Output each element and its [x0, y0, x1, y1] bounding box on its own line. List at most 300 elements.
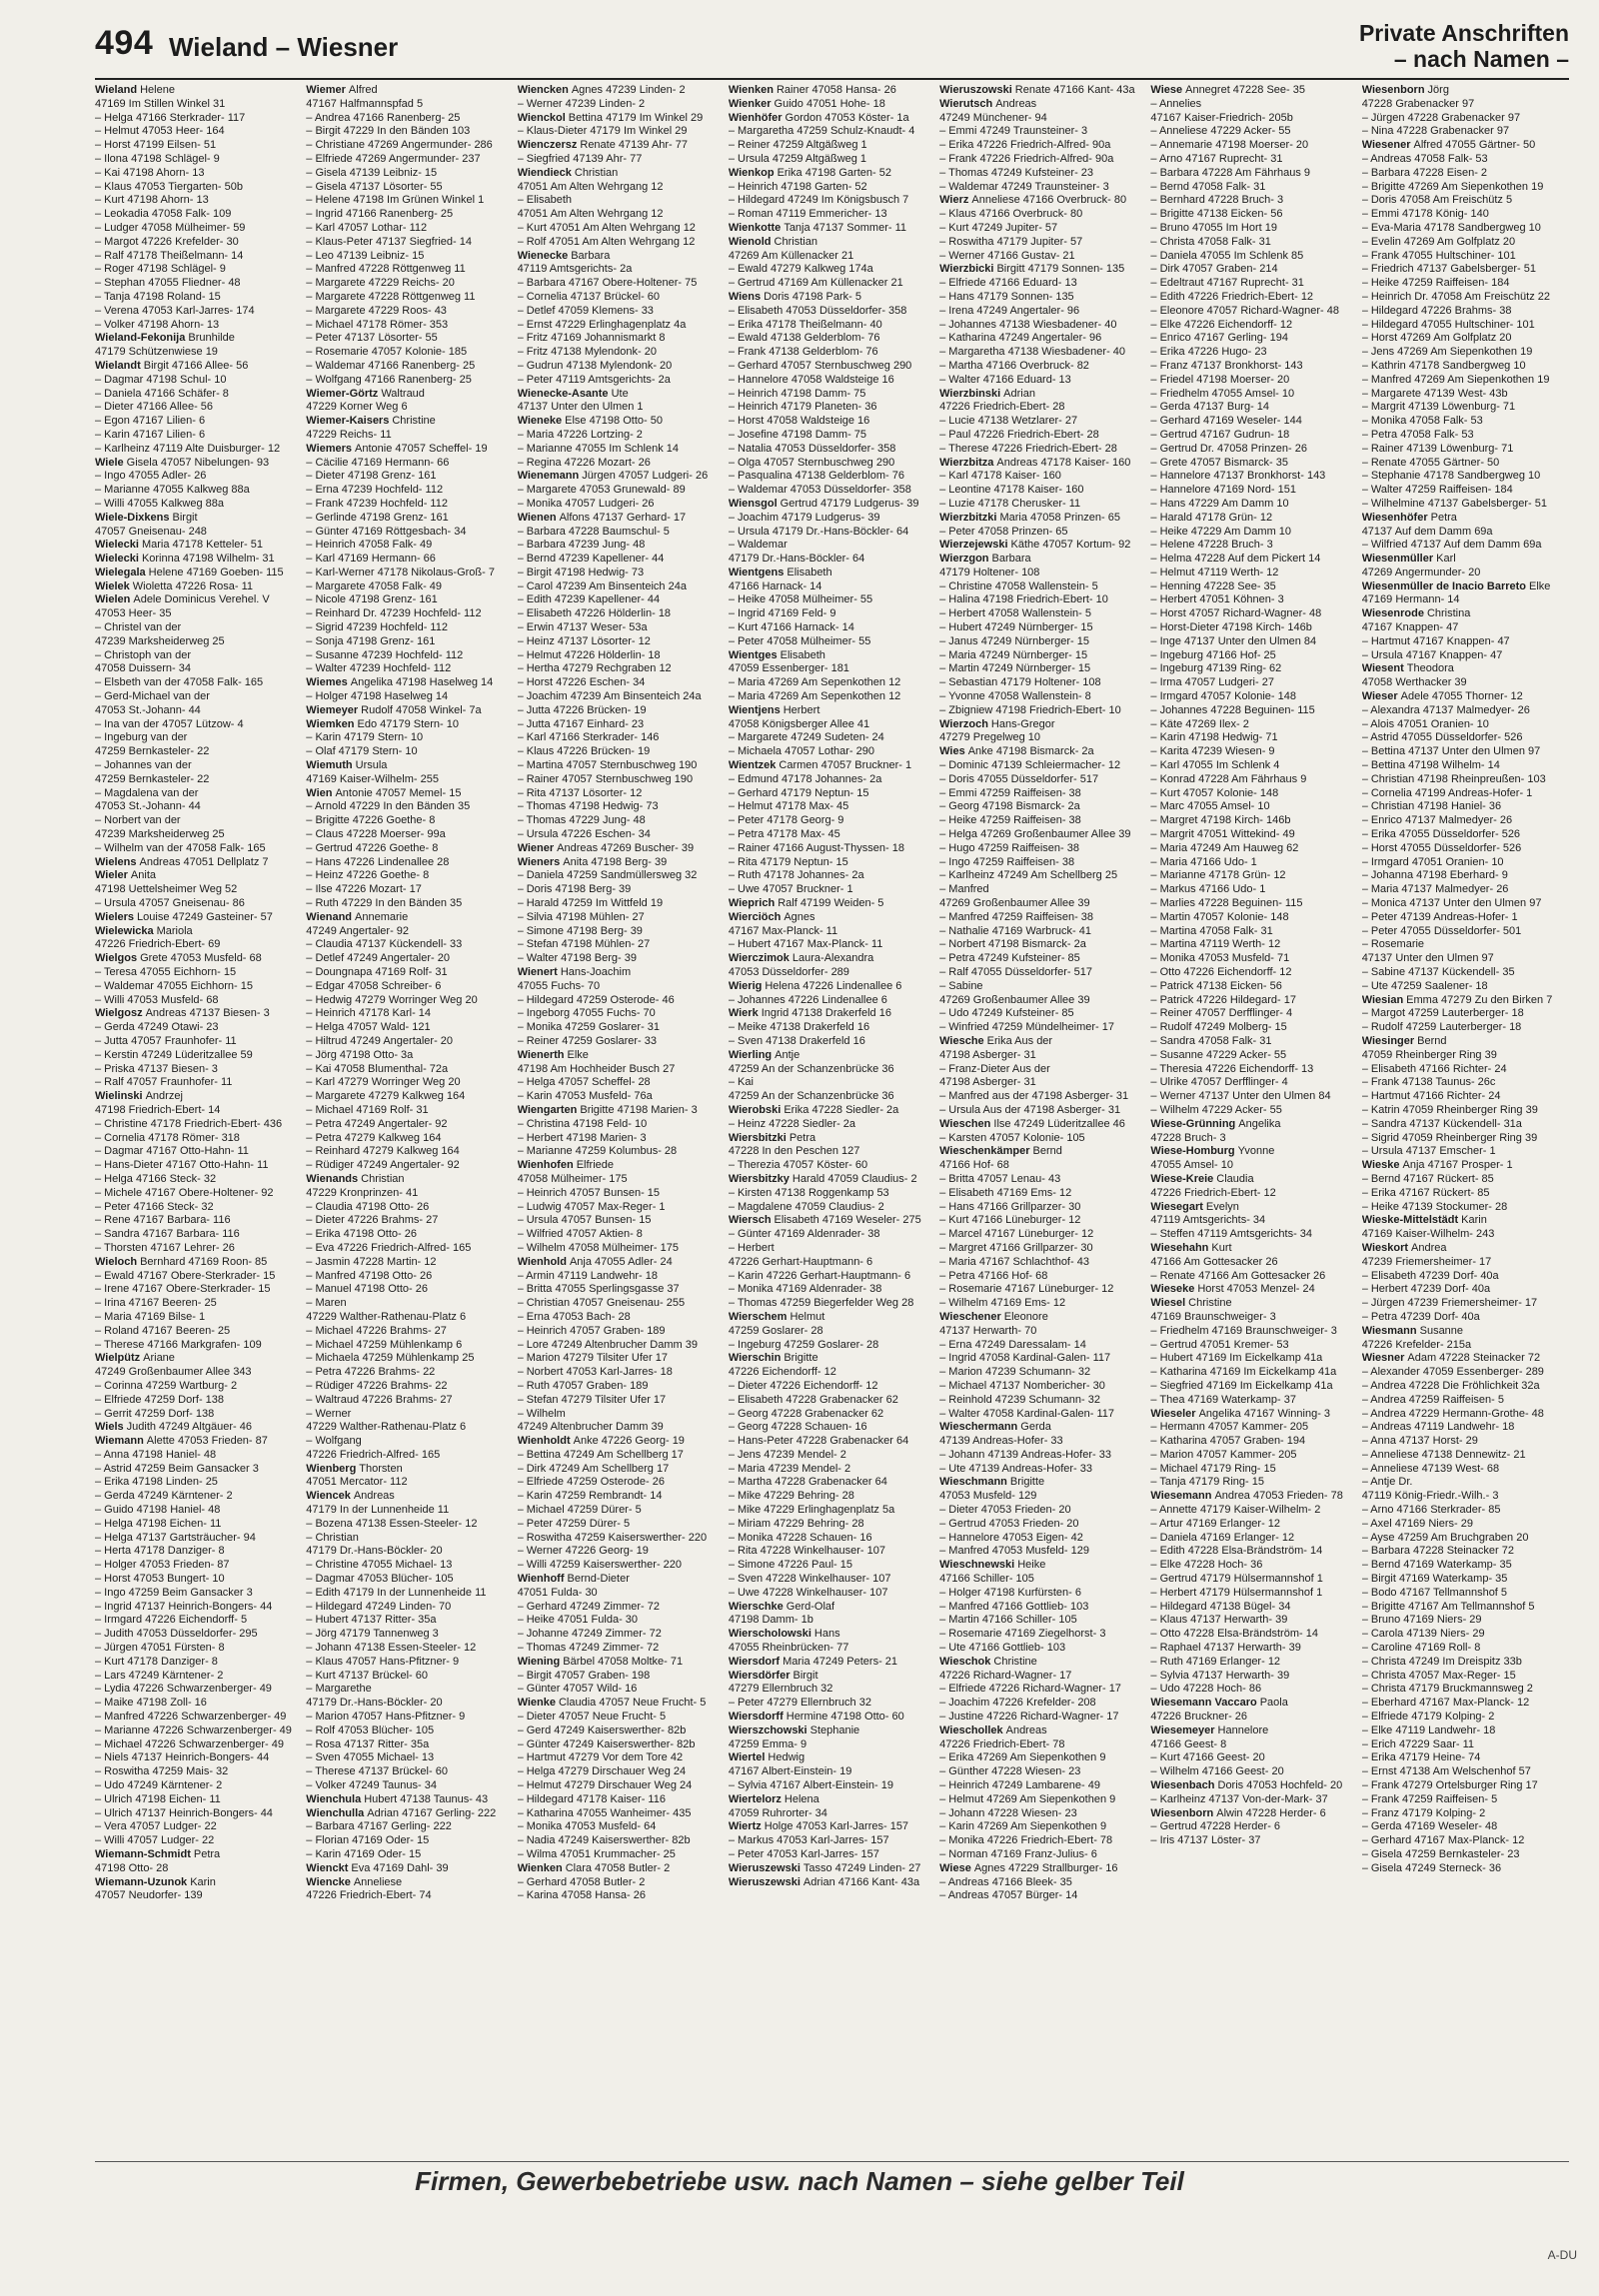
entry-details: – Andrea 47259 Raiffeisen- 5	[1361, 1393, 1504, 1406]
entry-details: Birgit	[172, 511, 198, 524]
entry-details: Anja 47055 Adler- 24	[569, 1255, 673, 1268]
directory-entry	[306, 112, 513, 126]
directory-entry	[518, 897, 725, 911]
directory-entry	[518, 263, 725, 277]
directory-entry	[95, 1325, 302, 1339]
entry-details: – Detlef 47249 Angertaler- 20	[306, 952, 450, 965]
entry-details: – Hans 47226 Lindenallee 28	[306, 855, 450, 868]
entry-details: – Sven 47228 Winkelhauser- 107	[728, 1573, 891, 1586]
entry-details: – Eva 47226 Friedrich-Alfred- 165	[306, 1241, 472, 1254]
directory-entry	[306, 1683, 513, 1697]
entry-details: Karin	[1461, 1214, 1487, 1227]
directory-entry	[939, 1738, 1146, 1752]
entry-details: – Elfriede 47259 Dorf- 138	[95, 1393, 225, 1406]
directory-entry	[939, 470, 1146, 484]
entry-details: – Erika 47226 Friedrich-Alfred- 90a	[939, 139, 1111, 152]
entry-details: – Marianne 47055 Kalkweg 88a	[95, 484, 250, 497]
entry-details: – Gisela 47259 Bernkasteler- 23	[1361, 1848, 1520, 1860]
entry-details: – Helga 47166 Steck- 32	[95, 1172, 217, 1185]
entry-details: – Arnold 47229 In den Bänden 35	[306, 800, 471, 813]
directory-entry	[518, 236, 725, 250]
entry-details: – Halina 47198 Friedrich-Ebert- 10	[939, 593, 1108, 606]
directory-entry	[95, 952, 302, 966]
directory-entry	[95, 897, 302, 911]
directory-entry	[939, 1035, 1146, 1049]
directory-entry	[729, 1214, 935, 1228]
directory-entry	[1150, 925, 1357, 939]
entry-details: 47055 Amsel- 10	[1150, 1159, 1233, 1172]
directory-entry	[306, 869, 513, 883]
entry-details: – Otto 47226 Eichendorff- 12	[1150, 966, 1292, 978]
directory-entry	[1150, 1449, 1357, 1463]
directory-entry	[729, 1573, 935, 1587]
directory-entry	[729, 1670, 935, 1684]
entry-details: – Christian 47057 Gneisenau- 255	[517, 1297, 686, 1310]
entry-details: – Walter 47198 Berg- 39	[517, 952, 637, 965]
entry-details: 47228 In den Peschen 127	[728, 1145, 860, 1158]
directory-entry	[1362, 484, 1569, 498]
directory-entry	[939, 1793, 1146, 1807]
entry-details: – Herbert 47179 Hülsermannshof 1	[1150, 1586, 1323, 1599]
entry-details: – Manfred 47269 Am Siepenkothen 19	[1361, 373, 1550, 386]
directory-entry	[306, 1118, 513, 1132]
entry-details: – Hubert 47249 Nürnberger- 15	[939, 621, 1093, 634]
entry-details: – Margarete 47229 Roos- 43	[306, 304, 447, 317]
directory-entry	[306, 759, 513, 773]
directory-entry	[729, 1793, 935, 1807]
entry-details: – Hugo 47259 Raiffeisen- 38	[939, 841, 1079, 854]
directory-entry	[95, 1049, 302, 1063]
entry-details: Ilse 47249 Lüderitzallee 46	[993, 1117, 1125, 1130]
directory-entry	[1362, 470, 1569, 484]
entry-details: – Wilhelm	[517, 1407, 566, 1420]
entry-details: – Peter 47166 Steck- 32	[95, 1200, 214, 1213]
directory-entry	[729, 401, 935, 415]
entry-details: Doris 47053 Hochfeld- 20	[1217, 1779, 1343, 1792]
entry-surname: Wielgosz	[95, 1007, 143, 1020]
entry-details: – Sabine	[939, 979, 983, 992]
entry-details: – Helga 47137 Gartsträucher- 94	[95, 1531, 256, 1544]
directory-entry	[518, 869, 725, 883]
entry-details: – Hartmut 47166 Richter- 24	[1361, 1090, 1501, 1103]
directory-entry	[306, 966, 513, 980]
entry-details: Christina	[1426, 607, 1471, 620]
directory-entry	[518, 277, 725, 291]
entry-details: – Maria 47269 Am Sepenkothen 12	[728, 690, 901, 703]
entry-details: – Sylvia 47137 Herwarth- 39	[1150, 1669, 1290, 1682]
entry-details: – Walter 47058 Kardinal-Galen- 117	[939, 1407, 1115, 1420]
directory-entry	[939, 1421, 1146, 1435]
directory-entry	[1362, 1545, 1569, 1559]
directory-entry	[306, 567, 513, 580]
directory-entry	[306, 84, 513, 98]
entry-details: – Ute 47259 Saalener- 18	[1361, 979, 1488, 992]
entry-details: – Margret 47166 Grillparzer- 30	[939, 1241, 1093, 1254]
entry-details: – Karlheinz 47137 Von-der-Mark- 37	[1150, 1792, 1328, 1805]
directory-entry	[1362, 346, 1569, 360]
directory-entry	[1150, 194, 1357, 208]
directory-entry	[306, 181, 513, 195]
directory-entry	[95, 1352, 302, 1366]
directory-entry	[95, 1421, 302, 1435]
entry-details: – Margaretha 47138 Wiesbadener- 40	[939, 346, 1126, 359]
directory-entry	[95, 1876, 302, 1890]
entry-surname: Wiese	[1150, 84, 1183, 96]
directory-entry	[729, 263, 935, 277]
entry-details: Judith 47249 Altgäuer- 46	[126, 1421, 253, 1434]
entry-details: – Stephanie 47178 Sandbergweg 10	[1361, 470, 1541, 483]
entry-details: – Christine 47058 Wallenstein- 5	[939, 579, 1098, 592]
directory-entry	[1150, 828, 1357, 842]
entry-details: Gordon 47053 Köster- 1a	[785, 111, 909, 124]
entry-details: – Thomas 47229 Jung- 48	[517, 814, 646, 827]
entry-details: – Dagmar 47053 Blücher- 105	[306, 1573, 454, 1586]
directory-entry	[95, 167, 302, 181]
directory-entry	[939, 814, 1146, 828]
entry-details: 47226 Richard-Wagner- 17	[939, 1669, 1072, 1682]
entry-details: 47119 König-Friedr.-Wilh.- 3	[1361, 1490, 1499, 1503]
entry-details: – Stefan 47198 Mühlen- 27	[517, 938, 651, 951]
entry-details: 47055 Rheinbrücken- 77	[728, 1642, 849, 1655]
directory-entry	[1362, 662, 1569, 676]
directory-entry	[1150, 539, 1357, 553]
entry-details: – Hedwig 47279 Worringer Weg 20	[306, 993, 478, 1006]
directory-entry	[518, 1449, 725, 1463]
entry-details: 47226 Eichendorff- 12	[728, 1366, 836, 1379]
directory-entry	[95, 553, 302, 567]
directory-entry	[1362, 1063, 1569, 1077]
directory-entry	[939, 1848, 1146, 1862]
entry-details: – Dieter 47198 Grenz- 161	[306, 470, 437, 483]
directory-entry	[1362, 1394, 1569, 1408]
entry-details: – Hubert 47169 Im Eickelkamp 41a	[1150, 1352, 1323, 1365]
entry-details: – Johannes van der	[95, 759, 192, 772]
directory-entry	[95, 1118, 302, 1132]
directory-entry	[939, 1573, 1146, 1587]
directory-entry	[518, 745, 725, 759]
directory-entry	[1362, 250, 1569, 264]
entry-details: – Lars 47249 Kärntener- 2	[95, 1669, 224, 1682]
directory-entry	[729, 828, 935, 842]
footer-note: Firmen, Gewerbebetriebe usw. nach Namen – siehe gelber Teil	[415, 2166, 1184, 2196]
entry-details: – Heinz 47228 Siedler- 2a	[728, 1117, 856, 1130]
entry-details: – Andreas 47058 Falk- 53	[1361, 152, 1488, 165]
directory-entry	[729, 1394, 935, 1408]
directory-entry	[1362, 1738, 1569, 1752]
entry-details: – Heinrich 47179 Planeten- 36	[728, 401, 877, 414]
entry-details: – Thomas 47198 Hedwig- 73	[517, 800, 659, 813]
entry-surname: Wienkop	[728, 166, 775, 179]
directory-entry	[729, 222, 935, 236]
entry-details: – Martha 47166 Overbruck- 82	[939, 359, 1089, 372]
directory-entry	[729, 1104, 935, 1118]
directory-entry	[518, 1421, 725, 1435]
directory-entry	[729, 814, 935, 828]
directory-entry	[1150, 332, 1357, 346]
entry-details: – Horst 47226 Eschen- 34	[517, 676, 646, 689]
directory-entry	[939, 112, 1146, 126]
entry-details: – Walter 47259 Raiffeisen- 184	[1361, 484, 1513, 497]
directory-entry	[518, 1049, 725, 1063]
entry-details: – Verena 47053 Karl-Jarres- 174	[95, 304, 255, 317]
entry-surname: Wieschmann	[939, 1476, 1007, 1489]
directory-entry	[518, 1270, 725, 1284]
directory-entry	[306, 236, 513, 250]
entry-surname: Wienckol	[517, 111, 566, 124]
entry-details: – Alexander 47059 Essenberger- 289	[1361, 1366, 1544, 1379]
entry-details: – Heike 47259 Raiffeisen- 38	[939, 814, 1081, 827]
entry-details: – Brigitte 47226 Goethe- 8	[306, 814, 436, 827]
entry-details: 47119 Amtsgerichts- 2a	[517, 263, 633, 276]
directory-entry	[518, 222, 725, 236]
entry-details: 47167 Max-Planck- 11	[728, 924, 838, 937]
entry-details: Anita	[130, 869, 156, 882]
directory-entry	[729, 1187, 935, 1201]
directory-entry	[729, 1228, 935, 1242]
entry-surname: Wierig	[728, 979, 763, 992]
directory-entry	[306, 1463, 513, 1477]
entry-details: – Anneliese 47139 West- 68	[1361, 1462, 1500, 1475]
entry-details: Maria 47249 Peters- 21	[783, 1655, 898, 1668]
directory-entry	[1362, 1076, 1569, 1090]
entry-details: – Walter 47239 Hochfeld- 112	[306, 662, 452, 675]
entry-details: – Herbert 47198 Marien- 3	[517, 1131, 647, 1144]
entry-details: – Heinrich 47057 Bunsen- 15	[517, 1186, 661, 1199]
entry-details: Petra	[789, 1131, 816, 1144]
directory-entry	[95, 883, 302, 897]
entry-details: Andrea 47053 Frieden- 78	[1214, 1490, 1343, 1503]
directory-entry	[939, 1104, 1146, 1118]
entry-details: – Bruno 47055 Im Hort 19	[1150, 221, 1277, 234]
directory-entry	[1150, 1118, 1357, 1132]
directory-entry	[95, 1270, 302, 1284]
directory-entry	[1150, 635, 1357, 649]
entry-details: Erika 47198 Garten- 52	[777, 166, 891, 179]
entry-surname: Wieler	[95, 869, 128, 882]
entry-details: – Karin 47259 Rembrandt- 14	[517, 1490, 663, 1503]
directory-entry	[939, 1394, 1146, 1408]
directory-entry	[518, 994, 725, 1008]
directory-entry	[306, 731, 513, 745]
directory-entry	[1362, 263, 1569, 277]
directory-entry	[729, 1270, 935, 1284]
entry-details: 47269 Großenbaumer Allee 39	[939, 897, 1090, 910]
directory-entry	[518, 814, 725, 828]
entry-details: – Rita 47179 Neptun- 15	[728, 855, 848, 868]
entry-details: – Claus 47228 Moerser- 99a	[306, 828, 446, 841]
directory-entry	[95, 1697, 302, 1711]
entry-details: 47179 Dr.-Hans-Böckler- 20	[306, 1697, 443, 1710]
entry-details: – Anna 47198 Haniel- 48	[95, 1448, 217, 1461]
directory-entry	[939, 759, 1146, 773]
directory-entry	[939, 1504, 1146, 1518]
directory-entry	[1150, 1697, 1357, 1711]
entry-details: – Margrit 47051 Wittekind- 49	[1150, 828, 1295, 841]
directory-entry	[1362, 526, 1569, 540]
entry-details: – Claudia 47198 Otto- 26	[306, 1200, 430, 1213]
directory-entry	[939, 139, 1146, 153]
directory-entry	[95, 1559, 302, 1573]
entry-surname: Wientjens	[728, 703, 781, 716]
directory-entry	[306, 649, 513, 663]
entry-surname: Wiesenmüller	[1361, 553, 1434, 566]
directory-entry	[1362, 745, 1569, 759]
directory-entry	[729, 649, 935, 663]
entry-details: Horst 47053 Menzel- 24	[1197, 1283, 1315, 1296]
directory-entry	[939, 1366, 1146, 1380]
entry-surname: Wiertel	[728, 1751, 766, 1764]
entry-details: – Harald 47178 Grün- 12	[1150, 511, 1273, 524]
entry-details: – Elsbeth van der 47058 Falk- 165	[95, 676, 264, 689]
entry-details: – Johann 47138 Essen-Steeler- 12	[306, 1642, 477, 1655]
directory-entry	[729, 787, 935, 801]
directory-entry	[939, 98, 1146, 112]
entry-details: – Gertrud 47226 Goethe- 8	[306, 841, 439, 854]
entry-details: Bettina 47179 Im Winkel 29	[568, 111, 704, 124]
directory-entry	[95, 966, 302, 980]
entry-details: Christine	[993, 1655, 1037, 1668]
entry-details: – Magdalene 47059 Claudius- 2	[728, 1200, 884, 1213]
directory-entry	[939, 1545, 1146, 1559]
directory-entry	[729, 718, 935, 732]
entry-details: – Marion 47057 Hans-Pfitzner- 9	[306, 1711, 466, 1723]
directory-entry	[729, 1751, 935, 1765]
directory-entry	[95, 291, 302, 305]
entry-details: – Walter 47166 Eduard- 13	[939, 373, 1071, 386]
entry-details: – Petra 47226 Brahms- 22	[306, 1366, 436, 1379]
directory-entry	[939, 277, 1146, 291]
entry-details: – Dieter 47226 Eichendorff- 12	[728, 1379, 878, 1392]
entry-details: Annegret 47228 See- 35	[1185, 84, 1305, 96]
directory-entry	[729, 1642, 935, 1656]
entry-details: – Helmut 47226 Hölderlin- 18	[517, 648, 661, 661]
directory-entry	[518, 1711, 725, 1724]
directory-entry	[939, 332, 1146, 346]
entry-details: – Elke 47228 Hoch- 36	[1150, 1559, 1263, 1572]
directory-entry	[1362, 167, 1569, 181]
entry-details: 47269 Großenbaumer Allee 39	[939, 993, 1090, 1006]
directory-entry	[1362, 415, 1569, 429]
entry-details: – Johann 47228 Wiesen- 23	[939, 1806, 1077, 1819]
directory-entry	[1362, 1173, 1569, 1187]
directory-entry	[1362, 1820, 1569, 1834]
directory-entry	[518, 607, 725, 621]
entry-details: – Karl 47178 Kaiser- 160	[939, 470, 1061, 483]
entry-details: – Edith 47179 In der Lunnenheide 11	[306, 1586, 487, 1599]
directory-entry	[1150, 842, 1357, 856]
directory-entry	[1362, 1765, 1569, 1779]
directory-entry	[95, 1021, 302, 1035]
entry-details: – Ulrich 47137 Heinrich-Bongers- 44	[95, 1806, 273, 1819]
directory-entry	[1362, 1463, 1569, 1477]
directory-entry	[95, 1173, 302, 1187]
entry-details: – Andrea 47229 Hermann-Grothe- 48	[1361, 1407, 1544, 1420]
directory-entry	[1362, 1311, 1569, 1325]
directory-entry	[1362, 607, 1569, 621]
directory-entry	[729, 676, 935, 690]
entry-details: – Mike 47229 Behring- 28	[728, 1490, 854, 1503]
directory-entry	[95, 800, 302, 814]
directory-entry	[518, 208, 725, 222]
entry-details: – Rüdiger 47226 Brahms- 22	[306, 1379, 448, 1392]
entry-details: – Hildegard 47138 Bügel- 34	[1150, 1600, 1291, 1613]
entry-details: – Bernhard 47228 Bruch- 3	[1150, 194, 1284, 207]
entry-details: – Hermann 47057 Kammer- 205	[1150, 1421, 1309, 1434]
directory-entry	[518, 593, 725, 607]
directory-entry	[729, 1035, 935, 1049]
entry-surname: Wielen	[95, 593, 131, 606]
directory-entry	[95, 1435, 302, 1449]
entry-details: – Arno 47167 Ruprecht- 31	[1150, 152, 1283, 165]
entry-details: – Ilona 47198 Schlägel- 9	[95, 152, 220, 165]
entry-details: 47226 Friedrich-Ebert- 74	[306, 1889, 432, 1902]
entry-details: – Gertrud Dr. 47058 Prinzen- 26	[1150, 442, 1307, 455]
directory-entry	[306, 360, 513, 374]
directory-entry	[729, 593, 935, 607]
directory-entry	[939, 925, 1146, 939]
entry-details: – Margarete 47139 West- 43b	[1361, 387, 1508, 400]
entry-details: Andreas 47137 Biesen- 3	[145, 1007, 270, 1020]
entry-details: – Barbara 47239 Jung- 48	[517, 539, 646, 552]
entry-details: Christine	[1188, 1297, 1232, 1310]
directory-entry	[1150, 1228, 1357, 1242]
entry-details: – Sabine 47137 Kückendell- 35	[1361, 966, 1515, 978]
directory-entry	[729, 1587, 935, 1601]
directory-entry	[1362, 1242, 1569, 1256]
entry-details: – Martina 47119 Werth- 12	[1150, 938, 1281, 951]
entry-details: 47167 Knappen- 47	[1361, 621, 1459, 634]
entry-details: – Enrico 47137 Malmedyer- 26	[1361, 814, 1513, 827]
entry-details: – Irena 47249 Angertaler- 96	[939, 304, 1080, 317]
directory-entry	[1150, 470, 1357, 484]
entry-details: – Peter 47055 Düsseldorfer- 501	[1361, 924, 1522, 937]
entry-details: – Heike 47229 Am Damm 10	[1150, 525, 1292, 538]
entry-details: Helene 47169 Goeben- 115	[148, 566, 284, 578]
entry-surname: Wiesemann	[1150, 1490, 1212, 1503]
directory-entry	[729, 374, 935, 388]
entry-details: 47167 Halfmannspfad 5	[306, 97, 424, 110]
directory-entry	[729, 1807, 935, 1821]
entry-details: – Edeltraut 47167 Ruprecht- 31	[1150, 277, 1304, 290]
entry-details: – Heinrich 47058 Falk- 49	[306, 539, 433, 552]
entry-details: – Dieter 47057 Neue Frucht- 5	[517, 1711, 667, 1723]
entry-details: 47051 Mercator- 112	[306, 1476, 408, 1489]
entry-details: Else 47198 Otto- 50	[565, 415, 663, 428]
entry-details: – Maria 47226 Lortzing- 2	[517, 428, 643, 441]
directory-entry	[518, 1765, 725, 1779]
entry-surname: Wienhoff	[517, 1573, 565, 1586]
directory-entry	[1150, 319, 1357, 333]
entry-details: – Grete 47057 Bismarck- 35	[1150, 456, 1288, 469]
directory-entry	[1362, 429, 1569, 443]
entry-details: – Cornelia 47199 Andreas-Hofer- 1	[1361, 786, 1533, 799]
entry-details: – Heike 47051 Fulda- 30	[517, 1614, 639, 1627]
entry-details: – Erna 47053 Bach- 28	[517, 1310, 631, 1323]
entry-surname: Wielpütz	[95, 1352, 141, 1365]
entry-details: – Georg 47228 Grabenacker 62	[728, 1407, 884, 1420]
entry-details: – Petra 47166 Hof- 68	[939, 1269, 1048, 1282]
entry-details: – Manfred 47166 Gottlieb- 103	[939, 1600, 1089, 1613]
directory-entry	[729, 1007, 935, 1021]
entry-details: 47055 Fuchs- 70	[517, 979, 601, 992]
directory-entry	[1150, 1545, 1357, 1559]
directory-entry	[306, 1504, 513, 1518]
entry-details: – Elisabeth 47239 Dorf- 40a	[1361, 1269, 1499, 1282]
entry-details: Herbert	[783, 703, 820, 716]
entry-details: – Werner 47137 Unter den Ulmen 84	[1150, 1090, 1331, 1103]
directory-entry	[729, 250, 935, 264]
entry-details: – Waltraud 47226 Brahms- 27	[306, 1393, 453, 1406]
